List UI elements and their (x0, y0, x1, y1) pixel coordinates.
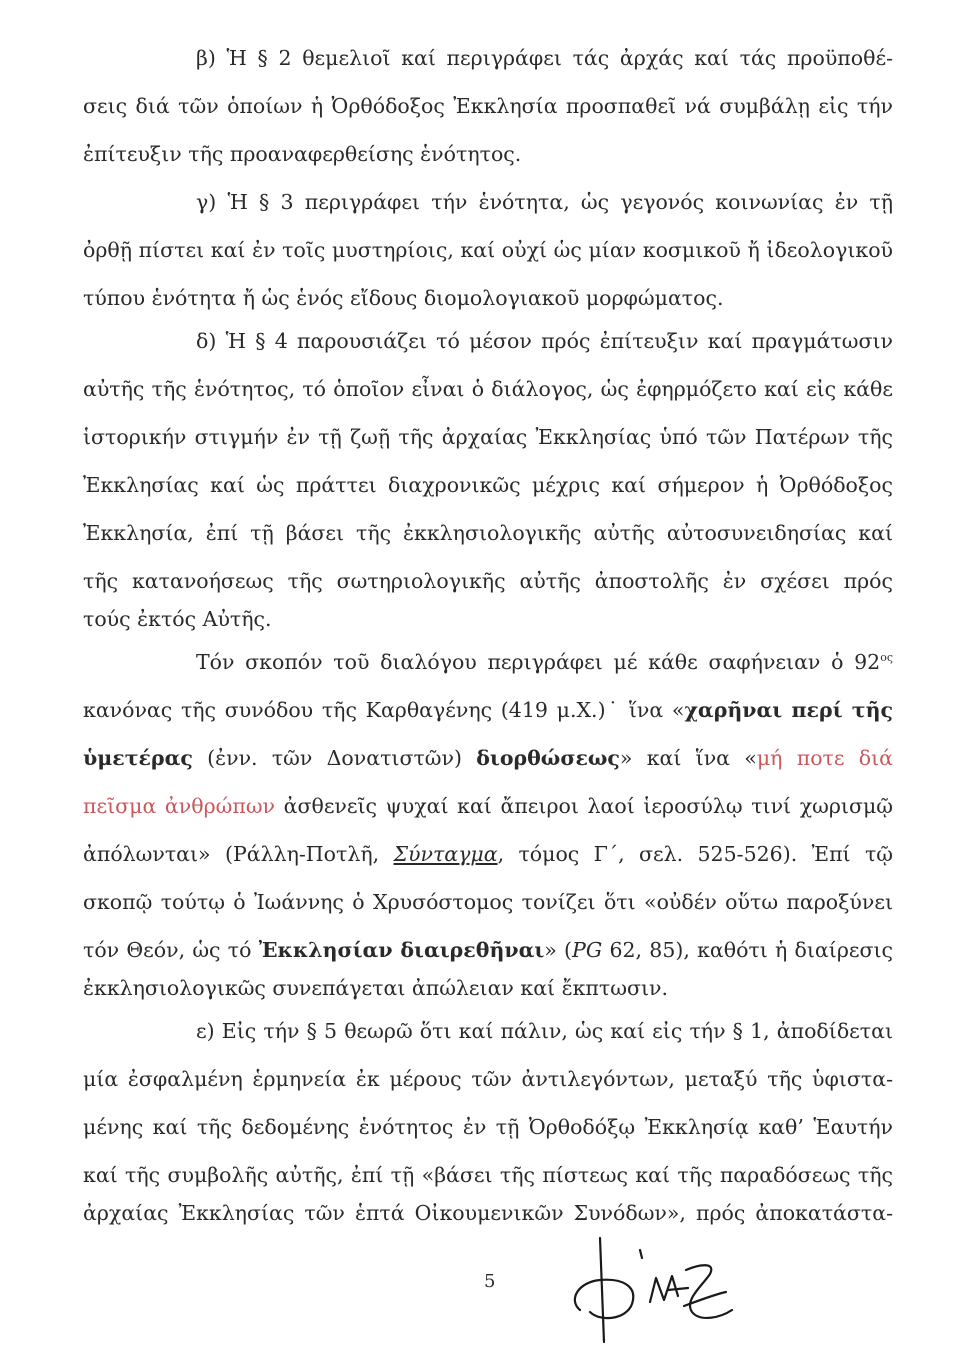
canon-text: , τόμος Γ΄, σελ. 525-526). Ἐπί τῷ (497, 842, 894, 866)
paragraph-e-line-5: ἀρχαίας Ἐκκλησίας τῶν ἑπτά Οἰκουμενικῶν Συνόδων», πρός ἀποκατάστα- (83, 1201, 893, 1225)
canon-text: 62, 85), καθότι ἡ διαίρεσις (602, 938, 894, 962)
signature-mark (560, 1230, 740, 1350)
bold-quote: ὑμετέρας (83, 746, 193, 770)
canon-text: Τόν σκοπόν τοῦ διαλόγου περιγράφει μέ κάθε σαφήνειαν ὁ 92 (196, 650, 881, 674)
bold-quote: χαρῆναι περί τῆς (684, 698, 893, 722)
paragraph-d-line-2: αὐτῆς τῆς ἑνότητος, τό ὁποῖον εἶναι ὁ διάλογος, ὡς ἐφηρμόζετο καί εἰς κάθε (83, 377, 893, 401)
paragraph-canon-line-4 (83, 791, 893, 821)
paragraph-canon-line-2 (83, 695, 893, 725)
paragraph-canon-line-3 (83, 743, 893, 773)
paragraph-e-line-4: καί τῆς συμβολῆς αὐτῆς, ἐπί τῇ «βάσει τῆς πίστεως καί τῆς παραδόσεως τῆς (83, 1163, 893, 1187)
paragraph-d-line-4: Ἐκκλησίας καί ὡς πράττει διαχρονικῶς μέχρις καί σήμερον ἡ Ὀρθόδοξος (83, 473, 893, 497)
ordinal-suffix: ος (880, 651, 893, 664)
canon-text: » καί ἵνα « (619, 746, 757, 770)
paragraph-b-line-1: β) Ἡ § 2 θεμελιοῖ καί περιγράφει τάς ἀρχάς καί τάς προϋποθέ- (196, 46, 893, 70)
canon-text: (ἐνν. τῶν Δονατιστῶν) (192, 746, 477, 770)
paragraph-d-line-6: τῆς κατανοήσεως τῆς σωτηριολογικῆς αὐτῆς ἀποστολῆς ἐν σχέσει πρός (83, 569, 893, 593)
paragraph-canon-line-6: σκοπῷ τούτῳ ὁ Ἰωάννης ὁ Χρυσόστομος τονίζει ὅτι «οὐδέν οὕτω παροξύνει (83, 890, 893, 914)
paragraph-d-line-7: τούς ἐκτός Αὐτῆς. (83, 607, 272, 631)
canon-text: τόν Θεόν, ὡς τό (83, 938, 259, 962)
bold-quote: διορθώσεως (476, 746, 620, 770)
paragraph-d-line-1: δ) Ἡ § 4 παρουσιάζει τό μέσον πρός ἐπίτευξιν καί πραγμάτωσιν (196, 329, 893, 353)
paragraph-b-line-3: ἐπίτευξιν τῆς προαναφερθείσης ἑνότητος. (83, 142, 522, 166)
paragraph-canon-line-1 (196, 647, 893, 677)
paragraph-canon-line-7 (83, 935, 893, 965)
canon-text: » ( (544, 938, 573, 962)
paragraph-e-line-2: μία ἐσφαλμένη ἑρμηνεία ἐκ μέρους τῶν ἀντιλεγόντων, μεταξύ τῆς ὑφιστα- (83, 1067, 893, 1091)
canon-text: ἀπόλωνται» (Ράλλη-Ποτλῆ, (83, 842, 394, 866)
paragraph-c-line-2: ὀρθῇ πίστει καί ἐν τοῖς μυστηρίοις, καί οὐχί ὡς μίαν κοσμικοῦ ἤ ἰδεολογικοῦ (83, 238, 893, 262)
paragraph-canon-line-8: ἐκκλησιολογικῶς συνεπάγεται ἀπώλειαν καί ἔκπτωσιν. (83, 976, 668, 1000)
paragraph-e-line-3: μένης καί τῆς δεδομένης ἑνότητος ἐν τῇ Ὀρθοδόξῳ Ἐκκλησίᾳ καθ’ Ἑαυτήν (83, 1115, 893, 1139)
paragraph-canon-line-5 (83, 839, 893, 869)
paragraph-d-line-5: Ἐκκλησία, ἐπί τῇ βάσει τῆς ἐκκλησιολογικῆς αὐτῆς αὐτοσυνειδησίας καί (83, 521, 893, 545)
paragraph-d-line-3: ἱστορικήν στιγμήν ἐν τῇ ζωῇ τῆς ἀρχαίας Ἐκκλησίας ὑπό τῶν Πατέρων τῆς (83, 425, 893, 449)
bold-quote: Ἐκκλησίαν διαιρεθῆναι (258, 938, 545, 962)
canon-text: ἀσθενεῖς ψυχαί καί ἄπειροι λαοί ἱεροσύλῳ τινί χωρισμῷ (275, 794, 893, 818)
canon-text: κανόνας τῆς συνόδου τῆς Καρθαγένης (419 μ.Χ.)˙ ἵνα « (83, 698, 685, 722)
paragraph-c-line-1: γ) Ἡ § 3 περιγράφει τήν ἑνότητα, ὡς γεγονός κοινωνίας ἐν τῇ (196, 190, 893, 214)
paragraph-e-line-1: ε) Εἰς τήν § 5 θεωρῶ ὅτι καί πάλιν, ὡς καί εἰς τήν § 1, ἀποδίδεται (196, 1019, 893, 1043)
highlighted-text: πεῖσμα ἀνθρώπων (83, 794, 275, 818)
page-number: 5 (484, 1271, 496, 1292)
paragraph-b-line-2: σεις διά τῶν ὁποίων ἡ Ὀρθόδοξος Ἐκκλησία προσπαθεῖ νά συμβάλῃ εἰς τήν (83, 94, 893, 118)
citation-source: PG (572, 938, 603, 962)
book-title: Σύνταγμα (393, 842, 498, 866)
paragraph-c-line-3: τύπου ἑνότητα ἤ ὡς ἑνός εἴδους διομολογιακοῦ μορφώματος. (83, 286, 724, 310)
highlighted-text: μή ποτε διά (756, 746, 893, 770)
